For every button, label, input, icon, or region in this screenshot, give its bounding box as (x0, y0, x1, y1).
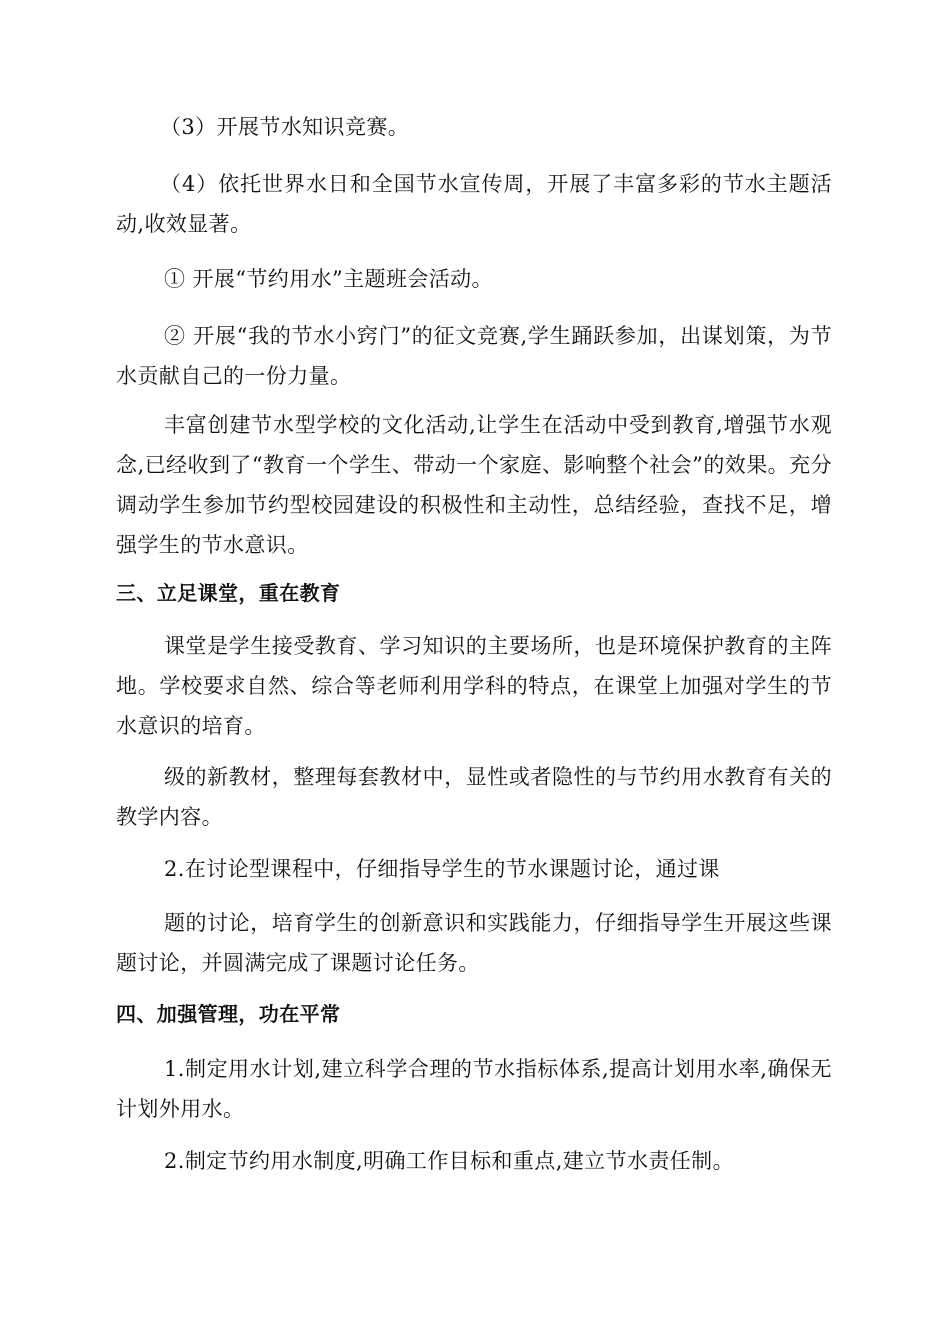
paragraph-water-rules: 2.制定节约用水制度,明确工作目标和重点,建立节水责任制。 (164, 1149, 734, 1173)
paragraph-discussion-2: 题的讨论，培育学生的创新意识和实践能力，仔细指导学生开展这些课题讨论，并圆满完成了课题讨论任务。 (116, 911, 832, 975)
paragraph-item-3: （3）开展节水知识竞赛。 (160, 115, 410, 139)
paragraph-textbooks: 级的新教材，整理每套教材中，显性或者隐性的与节约用水教育有关的教学内容。 (116, 765, 832, 829)
paragraph-water-plan: 1.制定用水计划,建立科学合理的节水指标体系,提高计划用水率,确保无计划外用水。 (116, 1057, 832, 1121)
paragraph-sub-item-2: ② 开展“我的节水小窍门”的征文竞赛,学生踊跃参加，出谋划策，为节水贡献自己的一份力量。 (116, 324, 832, 388)
paragraph-sub-item-1: ① 开展“节约用水”主题班会活动。 (164, 267, 493, 291)
paragraph-culture-activities: 丰富创建节水型学校的文化活动,让学生在活动中受到教育,增强节水观念,已经收到了“教育一个学生、带动一个家庭、影响整个社会”的效果。充分调动学生参加节约型校园建设的积极性和主动性，总结经验，查找不足，增强学生的节水意识。 (116, 413, 832, 557)
section-heading-4: 四、加强管理，功在平常 (116, 1002, 341, 1026)
paragraph-discussion-1: 2.在讨论型课程中，仔细指导学生的节水课题讨论，通过课 (164, 857, 720, 881)
section-heading-3: 三、立足课堂，重在教育 (116, 581, 341, 605)
paragraph-classroom: 课堂是学生接受教育、学习知识的主要场所，也是环境保护教育的主阵地。学校要求自然、综合等老师利用学科的特点，在课堂上加强对学生的节水意识的培育。 (116, 634, 832, 738)
paragraph-item-4: （4）依托世界水日和全国节水宣传周，开展了丰富多彩的节水主题活动,收效显著。 (116, 172, 832, 236)
